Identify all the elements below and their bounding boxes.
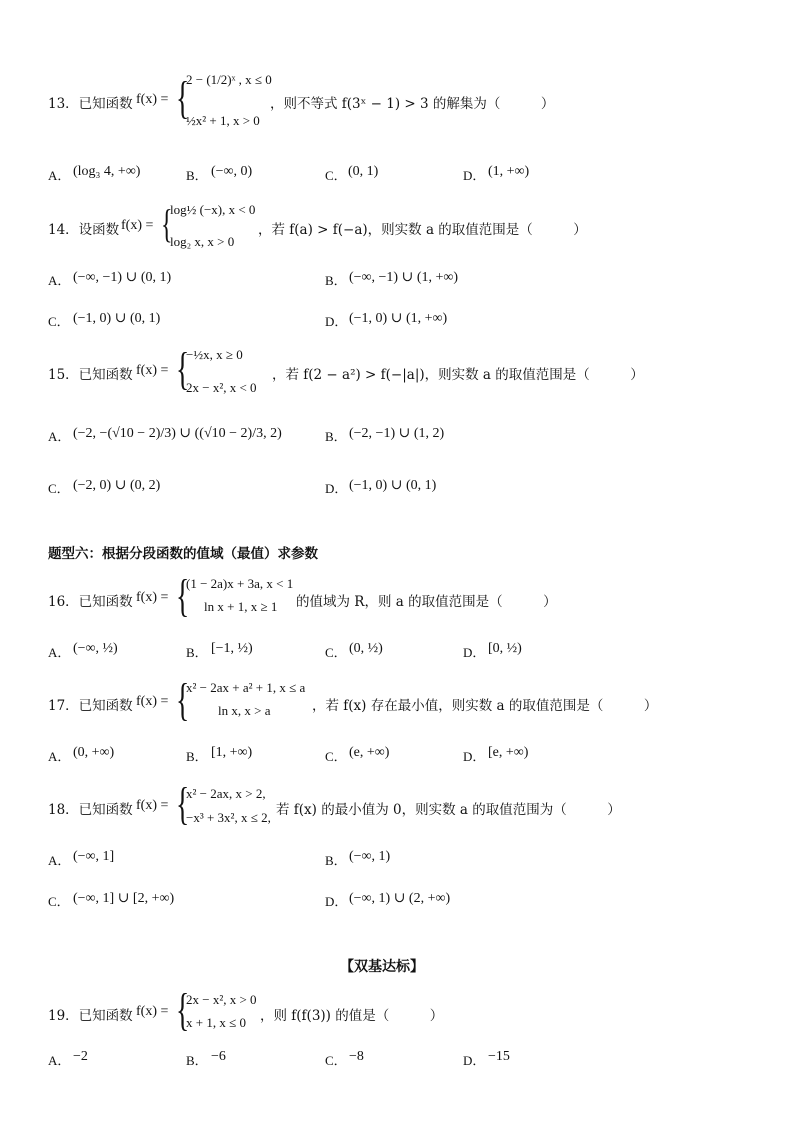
q19-option-a-label: A． (48, 1053, 71, 1068)
q16-option-d: [0, ½) (488, 641, 522, 656)
q15-option-c: (−2, 0) ∪ (0, 2) (73, 478, 161, 493)
q15-stem: 15．已知函数 (48, 367, 133, 383)
q16-tail: 的值域为 R，则 a 的取值范围是（ ） (296, 594, 557, 610)
q16-option-a: (−∞, ½) (73, 641, 118, 656)
q18-option-a: (−∞, 1] (73, 849, 115, 864)
q18-option-c-label: C． (48, 894, 70, 909)
q13-stem: 13．已知函数 (48, 96, 133, 112)
q15-brace: { (176, 343, 190, 394)
q17-option-b: [1, +∞) (211, 745, 253, 760)
q14-function-name: f(x) = (121, 218, 154, 233)
q17-case-2: ln x, x > a (218, 703, 271, 718)
q17-option-d-label: D． (463, 749, 486, 764)
section-6-heading: 题型六：根据分段函数的值域（最值）求参数 (48, 546, 318, 562)
q17-option-c: (e, +∞) (349, 745, 390, 760)
q18-option-b-label: B． (325, 853, 347, 868)
q14-option-c-label: C． (48, 314, 70, 329)
q19-option-c-label: C． (325, 1053, 347, 1068)
q13-option-b-label: B． (186, 168, 208, 183)
q13-option-c: (0, 1) (348, 164, 379, 179)
q19-option-d-label: D． (463, 1053, 486, 1068)
q14-tail: ，若 f(a) > f(−a)，则实数 a 的取值范围是（ ） (258, 222, 587, 238)
q18-option-a-label: A． (48, 853, 71, 868)
q16-brace: { (176, 570, 190, 621)
q18-tail: 若 f(x) 的最小值为 0，则实数 a 的取值范围为（ ） (276, 802, 621, 818)
q18-case-2: −x³ + 3x², x ≤ 2, (186, 810, 271, 825)
q18-option-d: (−∞, 1) ∪ (2, +∞) (349, 891, 451, 906)
q13-brace: { (176, 72, 190, 123)
q19-option-a: −2 (73, 1049, 88, 1064)
q16-option-b: [−1, ½) (211, 641, 253, 656)
q15-option-b: (−2, −1) ∪ (1, 2) (349, 426, 445, 441)
q13-option-d-label: D． (463, 168, 486, 183)
q19-brace: { (176, 984, 190, 1035)
q17-stem: 17．已知函数 (48, 698, 133, 714)
q17-option-c-label: C． (325, 749, 347, 764)
q13-option-b: (−∞, 0) (211, 164, 253, 179)
q18-option-d-label: D． (325, 894, 348, 909)
q14-option-b: (−∞, −1) ∪ (1, +∞) (349, 270, 459, 285)
q16-option-c-label: C． (325, 645, 347, 660)
q19-case-2: x + 1, x ≤ 0 (186, 1015, 246, 1030)
q18-stem: 18．已知函数 (48, 802, 133, 818)
q15-option-a: (−2, −(√10 − 2)/3) ∪ ((√10 − 2)/3, 2) (73, 426, 282, 441)
q15-option-d-label: D． (325, 481, 348, 496)
q15-case-1: −½x, x ≥ 0 (186, 347, 243, 362)
q16-function-name: f(x) = (136, 590, 169, 605)
q16-stem: 16．已知函数 (48, 594, 133, 610)
q19-function-name: f(x) = (136, 1004, 169, 1019)
q17-brace: { (176, 674, 190, 725)
q19-option-c: −8 (349, 1049, 364, 1064)
q17-option-a: (0, +∞) (73, 745, 115, 760)
q17-option-d: [e, +∞) (488, 745, 529, 760)
q17-function-name: f(x) = (136, 694, 169, 709)
q16-option-d-label: D． (463, 645, 486, 660)
q17-option-a-label: A． (48, 749, 71, 764)
q14-option-b-label: B． (325, 273, 347, 288)
q13-case-2: ½x² + 1, x > 0 (186, 113, 260, 128)
q19-tail: ，则 f(f(3)) 的值是（ ） (260, 1008, 444, 1024)
q15-function-name: f(x) = (136, 363, 169, 378)
q14-option-d-label: D． (325, 314, 348, 329)
q13-tail: ，则不等式 f(3ˣ − 1) > 3 的解集为（ ） (270, 96, 555, 112)
q13-option-d: (1, +∞) (488, 164, 530, 179)
q19-option-b-label: B． (186, 1053, 208, 1068)
q18-option-c: (−∞, 1] ∪ [2, +∞) (73, 891, 175, 906)
q13-case-1: 2 − (1/2)ˣ , x ≤ 0 (186, 72, 272, 87)
q14-brace: { (161, 201, 173, 246)
q16-option-c: (0, ½) (349, 641, 383, 656)
q15-option-a-label: A． (48, 429, 71, 444)
q14-stem: 14．设函数 (48, 222, 120, 238)
q14-option-d: (−1, 0) ∪ (1, +∞) (349, 311, 448, 326)
q15-tail: ，若 f(2 − a²) > f(−|a|)，则实数 a 的取值范围是（ ） (272, 367, 644, 383)
q14-case-1: log½ (−x), x < 0 (170, 202, 256, 217)
q18-option-b: (−∞, 1) (349, 849, 391, 864)
q17-case-1: x² − 2ax + a² + 1, x ≤ a (186, 680, 306, 695)
q14-option-c: (−1, 0) ∪ (0, 1) (73, 311, 161, 326)
q13-option-c-label: C． (325, 168, 347, 183)
section-dual-basics-heading: 【双基达标】 (340, 959, 424, 975)
q16-case-2: ln x + 1, x ≥ 1 (204, 599, 278, 614)
q19-stem: 19．已知函数 (48, 1008, 133, 1024)
q14-case-2: log₂ x, x > 0 (170, 234, 235, 249)
q16-option-b-label: B． (186, 645, 208, 660)
q15-case-2: 2x − x², x < 0 (186, 380, 257, 395)
q15-option-d: (−1, 0) ∪ (0, 1) (349, 478, 437, 493)
q18-brace: { (176, 778, 190, 829)
q15-option-b-label: B． (325, 429, 347, 444)
q14-option-a-label: A． (48, 273, 71, 288)
q17-option-b-label: B． (186, 749, 208, 764)
q13-option-a-label: A． (48, 168, 71, 183)
q17-tail: ，若 f(x) 存在最小值，则实数 a 的取值范围是（ ） (312, 698, 658, 714)
q18-function-name: f(x) = (136, 798, 169, 813)
q16-option-a-label: A． (48, 645, 71, 660)
q13-option-a: (log₃ 4, +∞) (73, 164, 141, 179)
q19-case-1: 2x − x², x > 0 (186, 992, 257, 1007)
q18-case-1: x² − 2ax, x > 2, (186, 786, 266, 801)
q19-option-d: −15 (488, 1049, 510, 1064)
q16-case-1: (1 − 2a)x + 3a, x < 1 (186, 576, 294, 591)
q19-option-b: −6 (211, 1049, 226, 1064)
q13-function-name: f(x) = (136, 92, 169, 107)
q14-option-a: (−∞, −1) ∪ (0, 1) (73, 270, 172, 285)
q15-option-c-label: C． (48, 481, 70, 496)
